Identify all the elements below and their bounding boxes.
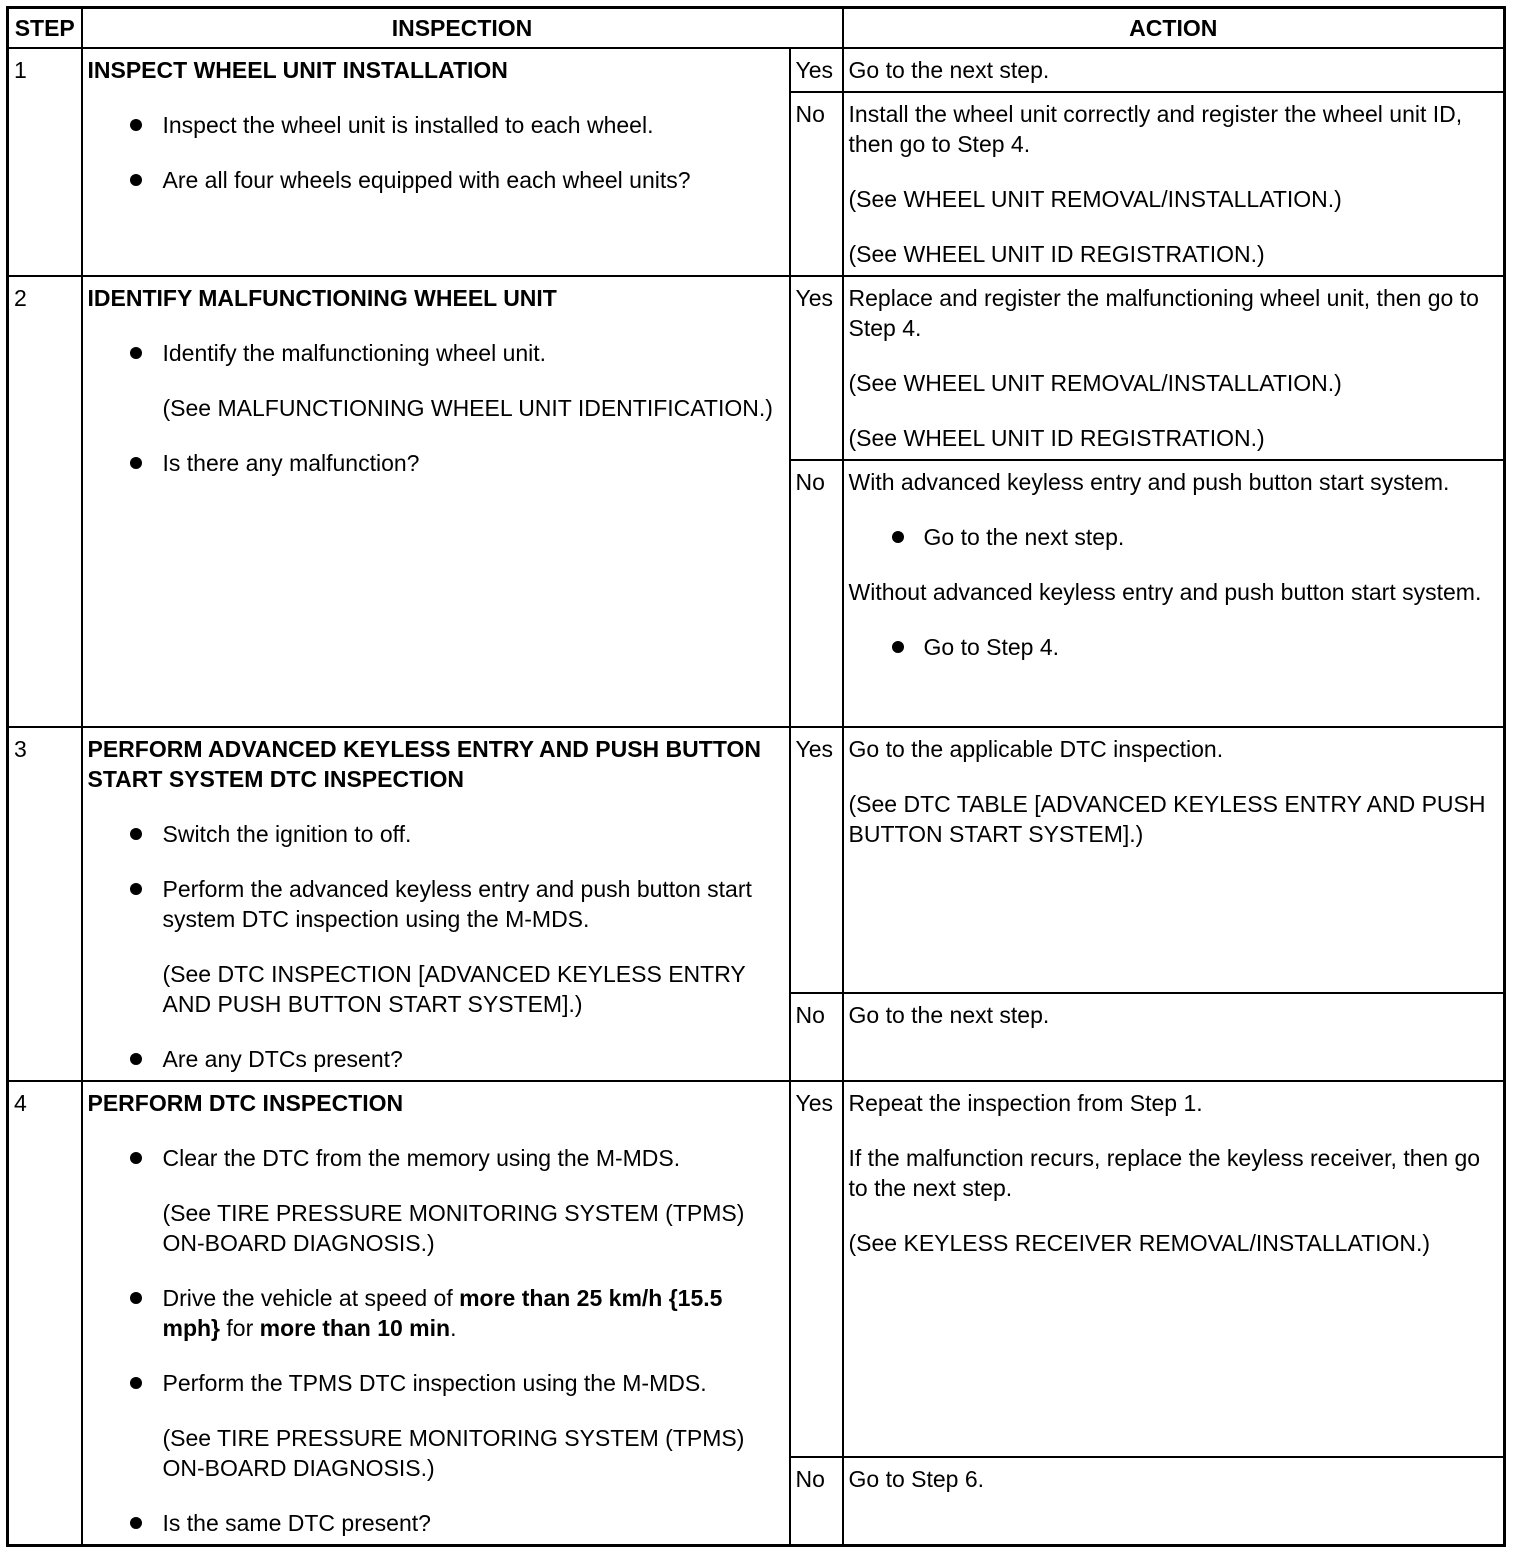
reference-text: (See MALFUNCTIONING WHEEL UNIT IDENTIFICATION.) [162,395,773,421]
bullet-icon [130,883,142,895]
inspection-item: Are all four wheels equipped with each wheel units? [88,165,785,195]
header-step: STEP [8,8,82,49]
bullet-icon [130,1152,142,1164]
bullet-icon [130,119,142,131]
yes-label: Yes [790,1081,843,1457]
bullet-icon [130,174,142,186]
bullet-icon [892,641,904,653]
inspection-item: Clear the DTC from the memory using the M-MDS. [88,1143,785,1173]
step-4-yes-row [8,1081,1505,1457]
step-inspection [82,727,790,1081]
no-label: No [790,1457,843,1546]
no-label: No [790,460,843,727]
step-number: 3 [8,727,82,1081]
no-label: No [790,92,843,276]
step-number: 4 [8,1081,82,1546]
inspection-item: Are any DTCs present? [88,1044,785,1074]
step-title: PERFORM ADVANCED KEYLESS ENTRY AND PUSH BUTTON START SYSTEM DTC INSPECTION [87,736,761,792]
no-label: No [790,993,843,1081]
yes-label: Yes [790,276,843,460]
inspection-item: Is there any malfunction? [88,448,785,478]
step-3-yes-row [8,727,1505,993]
bullet-icon [130,347,142,359]
step-2-yes-row [8,276,1505,460]
yes-action: Go to the next step. [843,48,1505,92]
bullet-icon [130,1517,142,1529]
inspection-item: Perform the advanced keyless entry and push button start system DTC inspection using the M-MDS. [88,874,785,934]
step-number: 2 [8,276,82,727]
yes-label: Yes [790,727,843,993]
inspection-item: Drive the vehicle at speed of more than 25 km/h {15.5 mph} for more than 10 min. [88,1283,785,1343]
reference-text: (See TIRE PRESSURE MONITORING SYSTEM (TPMS) ON-BOARD DIAGNOSIS.) [162,1425,745,1481]
bullet-icon [130,1292,142,1304]
action-item: Go to the next step. [849,522,1499,552]
header-row [8,8,1505,49]
inspection-item: Identify the malfunctioning wheel unit. [88,338,785,368]
bullet-icon [130,1377,142,1389]
yes-action: Replace and register the malfunctioning wheel unit, then go to Step 4. (See WHEEL UNIT REMOVAL/INSTALLATION.) (See WHEEL UNIT ID REGISTRATION.) [843,276,1505,460]
inspection-item: Inspect the wheel unit is installed to each wheel. [88,110,785,140]
step-title: IDENTIFY MALFUNCTIONING WHEEL UNIT [87,285,557,311]
yes-action: Repeat the inspection from Step 1. If the malfunction recurs, replace the keyless receiver, then go to the next step. (See KEYLESS RECEIVER REMOVAL/INSTALLATION.) [843,1081,1505,1457]
step-inspection [82,1081,790,1546]
inspection-item: Perform the TPMS DTC inspection using the M-MDS. [88,1368,785,1398]
yes-label: Yes [790,48,843,92]
bullet-icon [892,531,904,543]
no-action: Install the wheel unit correctly and register the wheel unit ID, then go to Step 4. (See WHEEL UNIT REMOVAL/INSTALLATION.) (See WHEEL UNIT ID REGISTRATION.) [843,92,1505,276]
inspection-item: Is the same DTC present? [88,1508,785,1538]
step-title: INSPECT WHEEL UNIT INSTALLATION [87,57,508,83]
reference-text: (See TIRE PRESSURE MONITORING SYSTEM (TPMS) ON-BOARD DIAGNOSIS.) [162,1200,745,1256]
step-1-yes-row [8,48,1505,92]
bullet-icon [130,457,142,469]
no-action: Go to the next step. [843,993,1505,1081]
step-inspection [82,48,790,276]
header-inspection: INSPECTION [82,8,843,49]
no-action: Go to Step 6. [843,1457,1505,1546]
bullet-icon [130,1053,142,1065]
reference-text: (See DTC INSPECTION [ADVANCED KEYLESS ENTRY AND PUSH BUTTON START SYSTEM].) [162,961,746,1017]
header-action: ACTION [843,8,1505,49]
bullet-icon [130,828,142,840]
action-item: Go to Step 4. [849,632,1499,662]
step-title: PERFORM DTC INSPECTION [87,1090,404,1116]
yes-action: Go to the applicable DTC inspection. (See DTC TABLE [ADVANCED KEYLESS ENTRY AND PUSH BUTTON START SYSTEM].) [843,727,1505,993]
step-inspection [82,276,790,727]
no-action: With advanced keyless entry and push button start system. Go to the next step. Without advanced keyless entry and push button start system. Go to Step 4. [843,460,1505,727]
inspection-item: Switch the ignition to off. [88,819,785,849]
step-number: 1 [8,48,82,276]
troubleshooting-table [6,6,1506,1547]
